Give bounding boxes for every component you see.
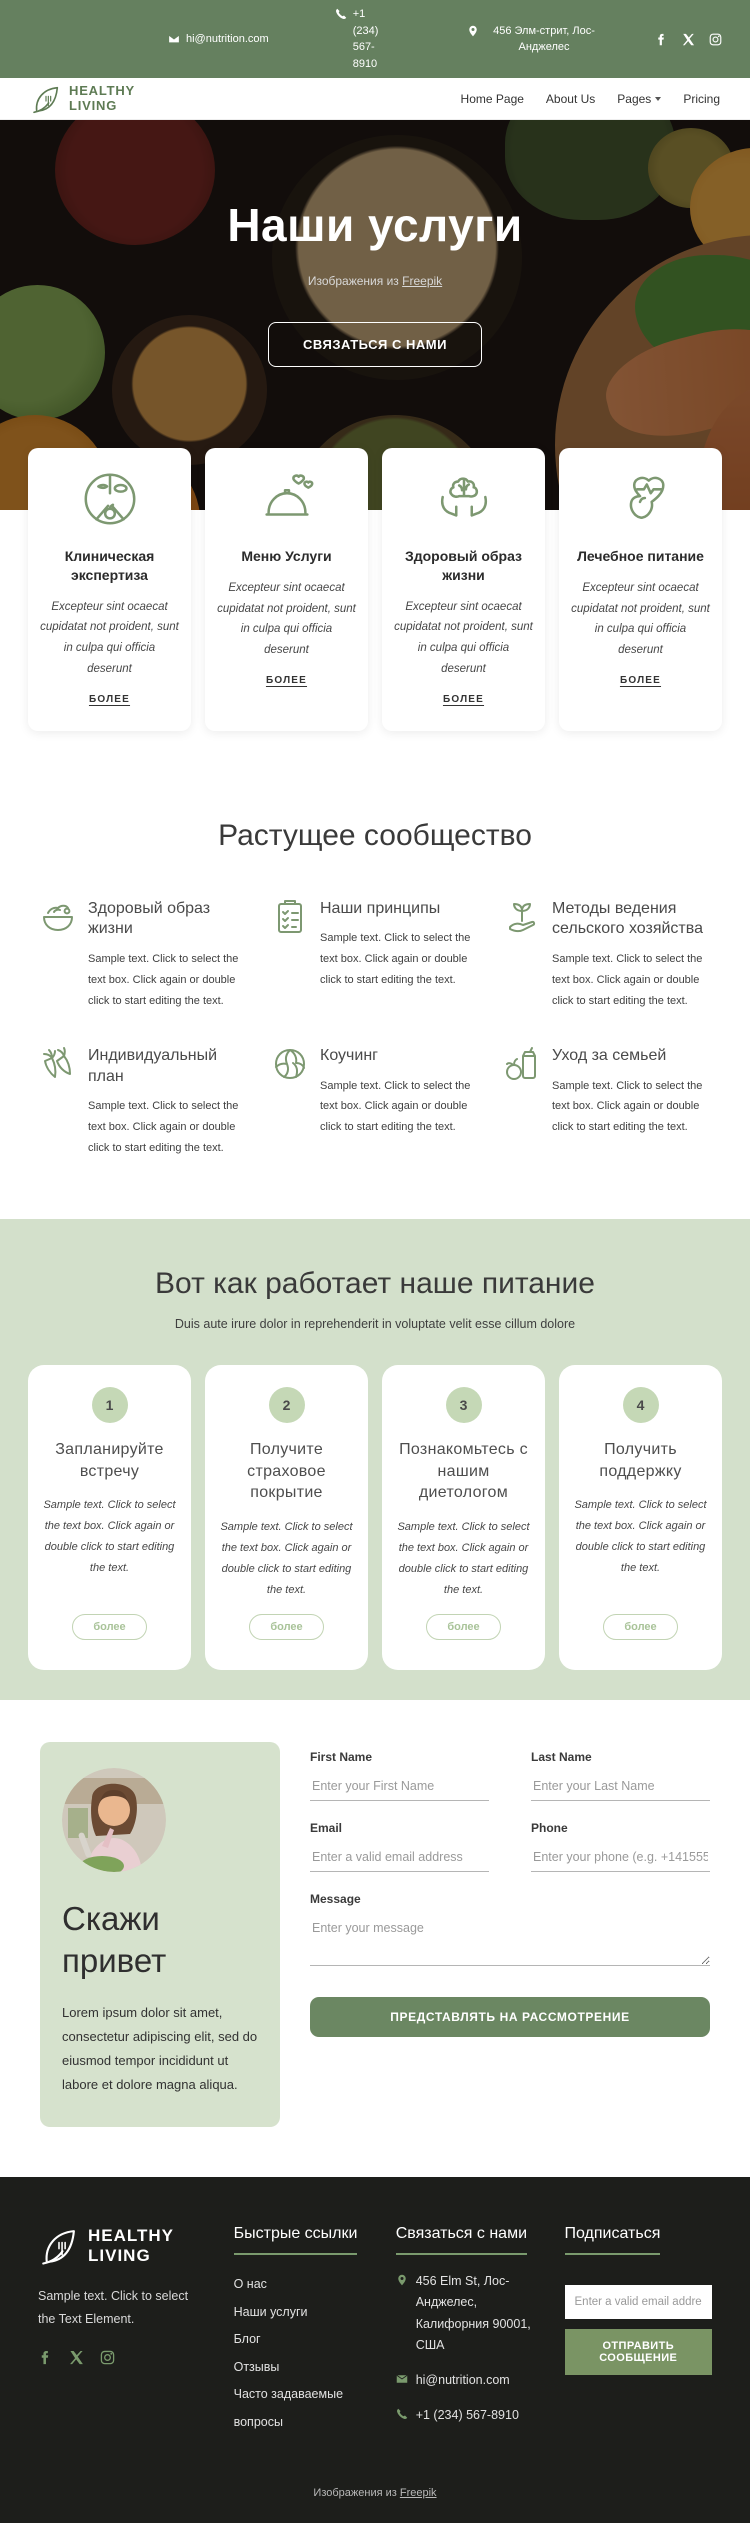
community-section: [0, 783, 750, 1220]
message-field-group: [310, 1892, 710, 1971]
feature-title: Наши принципы: [320, 899, 441, 917]
step-card: [559, 1365, 722, 1670]
service-title: Лечебное питание: [577, 548, 704, 564]
cloche-hearts-icon: [256, 468, 318, 530]
service-more-link[interactable]: БОЛЕЕ: [88, 693, 131, 705]
phone-input[interactable]: [531, 1843, 710, 1872]
step-number-badge: 1: [92, 1387, 128, 1423]
feature-text: Sample text. Click to select the text box. Click again or double click to start editing the text.: [88, 1100, 239, 1155]
phone-icon: [335, 8, 347, 20]
envelope-icon: [396, 2373, 408, 2385]
envelope-icon: [168, 33, 180, 45]
feature-item: [272, 1046, 478, 1159]
services-section: [0, 448, 750, 783]
footer-contact-title: Связаться с нами: [396, 2225, 527, 2255]
message-input[interactable]: [310, 1914, 710, 1966]
footer-social: [38, 2350, 206, 2365]
leaf-fork-icon: [38, 2225, 80, 2267]
how-it-works-section: [0, 1219, 750, 1700]
contact-title: Скажи привет: [62, 1900, 167, 1979]
contact-section: [0, 1700, 750, 2177]
footer-brand-column: [38, 2225, 206, 2441]
footer-logo[interactable]: [38, 2225, 206, 2267]
location-pin-icon: [467, 25, 479, 37]
subscribe-email-input[interactable]: [565, 2285, 713, 2319]
service-text: Excepteur sint ocaecat cupidatat not proident, sunt in culpa qui officia deserunt: [571, 581, 710, 656]
nav-pages[interactable]: [617, 92, 661, 106]
topbar-email-text: hi@nutrition.com: [186, 32, 269, 45]
step-card: [382, 1365, 545, 1670]
message-label: Message: [310, 1892, 361, 1907]
contact-form: [310, 1742, 710, 2127]
email-field-group: [310, 1821, 489, 1872]
freepik-link[interactable]: Freepik: [402, 274, 443, 288]
footer-links-title: Быстрые ссылки: [234, 2225, 358, 2255]
service-more-link[interactable]: БОЛЕЕ: [265, 674, 308, 686]
nav-home[interactable]: Home Page: [460, 91, 524, 106]
topbar-address: [467, 23, 603, 56]
nutrition-plate-icon: [79, 468, 141, 530]
topbar: [0, 0, 750, 78]
feature-title: Методы ведения сельского хозяйства: [552, 899, 703, 938]
hands-brain-icon: [433, 468, 495, 530]
feature-item: [504, 1046, 710, 1159]
topbar-phone[interactable]: [335, 6, 379, 72]
hero-title: Наши услуги: [227, 199, 523, 251]
step-more-button[interactable]: более: [603, 1614, 677, 1640]
footer-subscribe-title: Подписаться: [565, 2225, 661, 2255]
footer-link-services[interactable]: Наши услуги: [233, 2304, 308, 2319]
footer-link-faq[interactable]: Часто задаваемые вопросы: [233, 2387, 344, 2429]
service-more-link[interactable]: БОЛЕЕ: [442, 693, 485, 705]
footer: [0, 2177, 750, 2523]
service-card: [382, 448, 545, 731]
lettuce-icon: [272, 1046, 308, 1082]
feature-title: Здоровый образ жизни: [88, 899, 211, 938]
step-number-badge: 3: [446, 1387, 482, 1423]
heart-pulse-apple-icon: [610, 468, 672, 530]
logo-text: HEALTHY LIVING: [69, 82, 136, 113]
avatar: [62, 1768, 166, 1872]
footer-link-about[interactable]: О нас: [233, 2277, 267, 2292]
how-subtitle: Duis aute irure dolor in reprehenderit in voluptate velit esse cillum dolore: [174, 1317, 576, 1332]
service-title: Клиническая экспертиза: [64, 548, 155, 583]
footer-phone-text: +1 (234) 567-8910: [415, 2408, 519, 2423]
feature-text: Sample text. Click to select the text box. Click again or double click to start editing the text.: [552, 1079, 703, 1134]
footer-links-column: [234, 2225, 368, 2441]
contact-panel: [40, 1742, 280, 2127]
phone-icon: [396, 2408, 408, 2420]
footer-sample-text: Sample text. Click to select the Text Element.: [38, 2289, 189, 2326]
nav-about[interactable]: About Us: [545, 91, 596, 106]
juice-apple-icon: [504, 1046, 540, 1082]
service-card: [205, 448, 368, 731]
service-text: Excepteur sint ocaecat cupidatat not proident, sunt in culpa qui officia deserunt: [394, 600, 533, 675]
footer-link-blog[interactable]: Блог: [233, 2332, 261, 2347]
first-name-input[interactable]: [310, 1772, 489, 1801]
feature-item: [40, 1046, 246, 1159]
feature-item: [40, 899, 246, 1012]
service-text: Excepteur sint ocaecat cupidatat not proident, sunt in culpa qui officia deserunt: [40, 600, 179, 675]
topbar-social: [655, 33, 722, 46]
footer-email[interactable]: [396, 2370, 537, 2391]
topbar-phone-text: +1 (234) 567-8910: [352, 8, 379, 70]
feature-text: Sample text. Click to select the text box. Click again or double click to start editing the text.: [320, 1079, 471, 1134]
contact-us-button[interactable]: СВЯЗАТЬСЯ С НАМИ: [268, 322, 482, 367]
footer-address: [396, 2271, 537, 2356]
feature-item: [272, 899, 478, 1012]
feature-title: Индивидуальный план: [88, 1046, 218, 1085]
email-input[interactable]: [310, 1843, 489, 1872]
submit-button[interactable]: ПРЕДСТАВЛЯТЬ НА РАССМОТРЕНИЕ: [310, 1997, 710, 2037]
feature-item: [504, 899, 710, 1012]
community-title: Растущее сообщество: [218, 818, 532, 852]
phone-label: Phone: [531, 1821, 568, 1836]
location-pin-icon: [396, 2274, 408, 2286]
freepik-link[interactable]: Freepik: [399, 2486, 437, 2499]
service-title: Здоровый образ жизни: [404, 548, 523, 583]
topbar-address-text: 456 Элм-стрит, Лос-Анджелес: [493, 24, 595, 53]
feature-title: Уход за семьей: [552, 1046, 667, 1064]
hero-credit-prefix: Изображения из: [307, 274, 399, 288]
step-number-badge: 4: [623, 1387, 659, 1423]
step-more-button[interactable]: более: [426, 1614, 500, 1640]
service-more-link[interactable]: БОЛЕЕ: [619, 674, 662, 686]
x-icon[interactable]: [69, 2350, 84, 2365]
footer-email-text: hi@nutrition.com: [415, 2373, 510, 2388]
step-text: Sample text. Click to select the text box. Click again or double click to start editing the text.: [43, 1499, 176, 1574]
feature-title: Коучинг: [320, 1046, 378, 1064]
last-name-field-group: [531, 1750, 710, 1801]
chevron-down-icon: [655, 97, 661, 101]
nav-pricing[interactable]: Pricing: [683, 91, 720, 106]
step-text: Sample text. Click to select the text box. Click again or double click to start editing the text.: [397, 1520, 530, 1596]
instagram-icon[interactable]: [100, 2350, 115, 2365]
footer-phone[interactable]: [396, 2405, 537, 2426]
service-card: [28, 448, 191, 731]
first-name-label: First Name: [310, 1750, 373, 1765]
footer-credit-prefix: Изображения из: [313, 2486, 397, 2499]
contact-text: Lorem ipsum dolor sit amet, consectetur adipiscing elit, sed do eiusmod tempor incididunt ut labore et dolore magna aliqua.: [62, 2004, 258, 2093]
step-title: Получите страховое покрытие: [247, 1441, 326, 1502]
nav-pages-label: Pages: [617, 91, 652, 106]
footer-address-text: 456 Elm St, Лос-Анджелес, Калифорния 90001, США: [415, 2274, 531, 2352]
salad-bowl-icon: [40, 899, 76, 935]
service-title: Меню Услуги: [241, 548, 332, 564]
sprout-hand-icon: [504, 899, 540, 935]
step-card: [205, 1365, 368, 1670]
email-label: Email: [310, 1821, 343, 1836]
step-number-badge: 2: [269, 1387, 305, 1423]
service-card: [559, 448, 722, 731]
step-more-button[interactable]: более: [249, 1614, 323, 1640]
footer-credit: [38, 2487, 712, 2499]
logo[interactable]: [30, 83, 135, 115]
subscribe-button[interactable]: ОТПРАВИТЬ СООБЩЕНИЕ: [565, 2329, 713, 2375]
facebook-icon[interactable]: [655, 33, 668, 46]
phone-field-group: [531, 1821, 710, 1872]
carrots-icon: [40, 1046, 76, 1082]
step-title: Познакомьтесь с нашим диетологом: [399, 1441, 528, 1502]
feature-text: Sample text. Click to select the text box. Click again or double click to start editing the text.: [88, 953, 239, 1007]
feature-text: Sample text. Click to select the text box. Click again or double click to start editing the text.: [552, 953, 703, 1007]
step-card: [28, 1365, 191, 1670]
footer-subscribe-column: [565, 2225, 713, 2441]
first-name-field-group: [310, 1750, 489, 1801]
footer-link-reviews[interactable]: Отзывы: [233, 2359, 280, 2374]
leaf-fork-icon: [30, 83, 62, 115]
clipboard-checklist-icon: [272, 899, 308, 935]
hero-credit: [0, 274, 750, 288]
header: [0, 78, 750, 120]
feature-text: Sample text. Click to select the text box. Click again or double click to start editing the text.: [320, 932, 471, 987]
service-text: Excepteur sint ocaecat cupidatat not proident, sunt in culpa qui officia deserunt: [217, 581, 356, 656]
x-icon[interactable]: [682, 33, 695, 46]
step-text: Sample text. Click to select the text box. Click again or double click to start editing the text.: [220, 1520, 353, 1596]
step-more-button[interactable]: более: [72, 1614, 146, 1640]
step-title: Получить поддержку: [599, 1441, 682, 1480]
instagram-icon[interactable]: [709, 33, 722, 46]
step-title: Запланируйте встречу: [55, 1441, 164, 1480]
footer-logo-text: HEALTHY LIVING: [88, 2225, 175, 2266]
footer-contact-column: [396, 2225, 537, 2441]
step-text: Sample text. Click to select the text box. Click again or double click to start editing the text.: [574, 1499, 707, 1574]
main-nav: [461, 92, 720, 106]
last-name-label: Last Name: [531, 1750, 592, 1765]
facebook-icon[interactable]: [38, 2350, 53, 2365]
last-name-input[interactable]: [531, 1772, 710, 1801]
topbar-email[interactable]: [168, 31, 269, 48]
how-title: Вот как работает наше питание: [155, 1267, 595, 1301]
